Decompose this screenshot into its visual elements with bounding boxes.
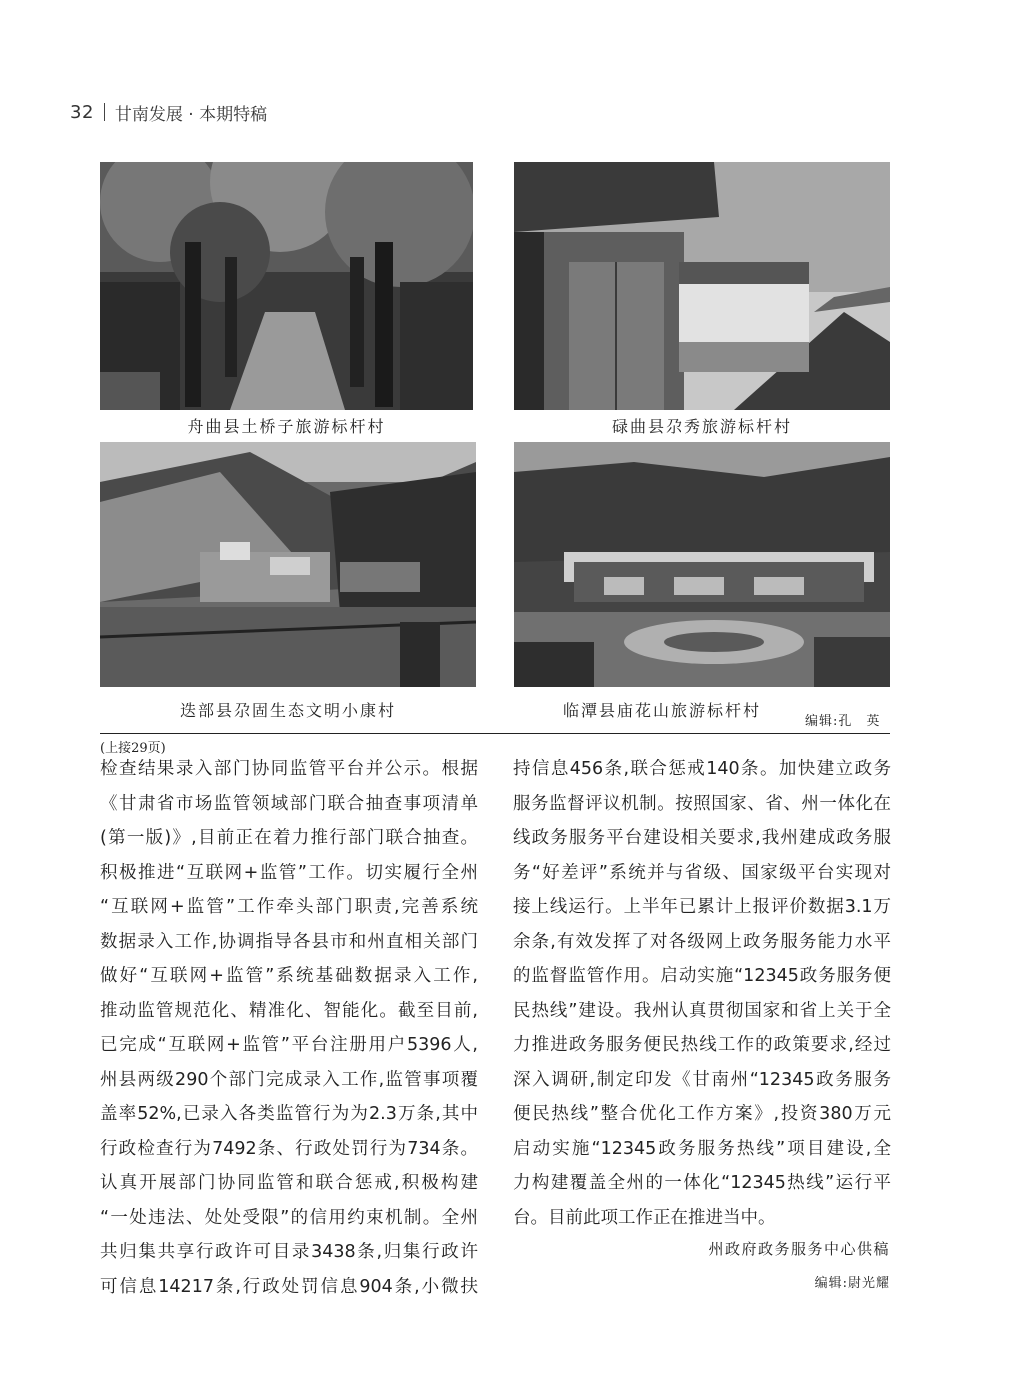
article-source: 州政府政务服务中心供稿	[708, 1240, 890, 1258]
photo-zhouqu-village	[100, 162, 473, 410]
text-line: 服务监督评议机制。按照国家、省、州一体化在	[513, 793, 891, 814]
text-line: (第一版)》,目前正在着力推行部门联合抽查。	[100, 828, 478, 848]
text-line: 深入调研,制定印发《甘南州“12345政务服务	[513, 1069, 891, 1090]
text-line: 做好“互联网+监管”系统基础数据录入工作,	[100, 966, 478, 986]
text-line: 力推进政务服务便民热线工作的政策要求,经过	[513, 1035, 891, 1055]
text-line: 盖率52%,已录入各类监管行为为2.3万条,其中	[100, 1104, 478, 1124]
text-line: 启动实施“12345政务服务热线”项目建设,全	[513, 1138, 891, 1159]
text-line: 推动监管规范化、精准化、智能化。截至目前,	[100, 1000, 478, 1021]
continued-from-note: (上接29页)	[100, 741, 166, 756]
header-divider	[104, 103, 105, 121]
caption-zhouqu-village: 舟曲县土桥子旅游标杆村	[187, 417, 386, 436]
section-divider	[100, 733, 890, 734]
caption-lintan-village: 临潭县庙花山旅游标杆村	[562, 701, 761, 720]
photo-luqu-village	[514, 162, 890, 410]
text-line: 检查结果录入部门协同监管平台并公示。根据	[100, 759, 478, 779]
text-line: “互联网+监管”工作牵头部门职责,完善系统	[100, 897, 478, 917]
text-line: 认真开展部门协同监管和联合惩戒,积极构建	[100, 1173, 478, 1193]
text-line: 行政检查行为7492条、行政处罚行为734条。	[100, 1138, 478, 1159]
text-line: 数据录入工作,协调指导各县市和州直相关部门	[100, 931, 478, 952]
photo-editor-credit: 编辑:孔 英	[805, 714, 881, 729]
left-text-column	[100, 752, 478, 1304]
text-line: 线政务服务平台建设相关要求,我州建成政务服	[513, 828, 891, 848]
text-line: 共归集共享行政许可目录3438条,归集行政许	[100, 1242, 478, 1262]
photo-lintan-village	[514, 442, 890, 687]
magazine-section-title: 甘南发展 · 本期特稿	[114, 104, 268, 125]
text-line: 民热线”建设。我州认真贯彻国家和省上关于全	[513, 1000, 891, 1021]
text-line: 务“好差评”系统并与省级、国家级平台实现对	[513, 862, 891, 883]
caption-luqu-village: 碌曲县尕秀旅游标杆村	[611, 417, 792, 436]
text-line: “一处违法、处处受限”的信用约束机制。全州	[100, 1207, 478, 1228]
text-line: 已完成“互联网+监管”平台注册用户5396人,	[100, 1035, 478, 1055]
text-line: 持信息456条,联合惩戒140条。加快建立政务	[513, 759, 891, 779]
text-line: 积极推进“互联网+监管”工作。切实履行全州	[100, 862, 478, 883]
text-line: 州县两级290个部门完成录入工作,监管事项覆	[100, 1069, 478, 1090]
running-header	[70, 98, 267, 126]
photo-diebu-village	[100, 442, 476, 687]
text-line: 可信息14217条,行政处罚信息904条,小微扶	[100, 1276, 478, 1297]
right-text-column	[513, 752, 891, 1235]
caption-diebu-village: 迭部县尕固生态文明小康村	[179, 701, 396, 720]
text-line: 余条,有效发挥了对各级网上政务服务能力水平	[513, 931, 891, 952]
text-line: 台。目前此项工作正在推进当中。	[513, 1207, 776, 1228]
text-line: 的监督监管作用。启动实施“12345政务服务便	[513, 966, 891, 986]
text-line: 《甘肃省市场监管领域部门联合抽查事项清单	[100, 793, 478, 814]
page-number: 32	[70, 101, 94, 123]
text-line: 力构建覆盖全州的一体化“12345热线”运行平	[513, 1173, 891, 1193]
text-line: 便民热线”整合优化工作方案》,投资380万元	[513, 1104, 891, 1124]
text-editor-credit: 编辑:尉光耀	[814, 1276, 890, 1291]
text-line: 接上线运行。上半年已累计上报评价数据3.1万	[513, 897, 891, 917]
